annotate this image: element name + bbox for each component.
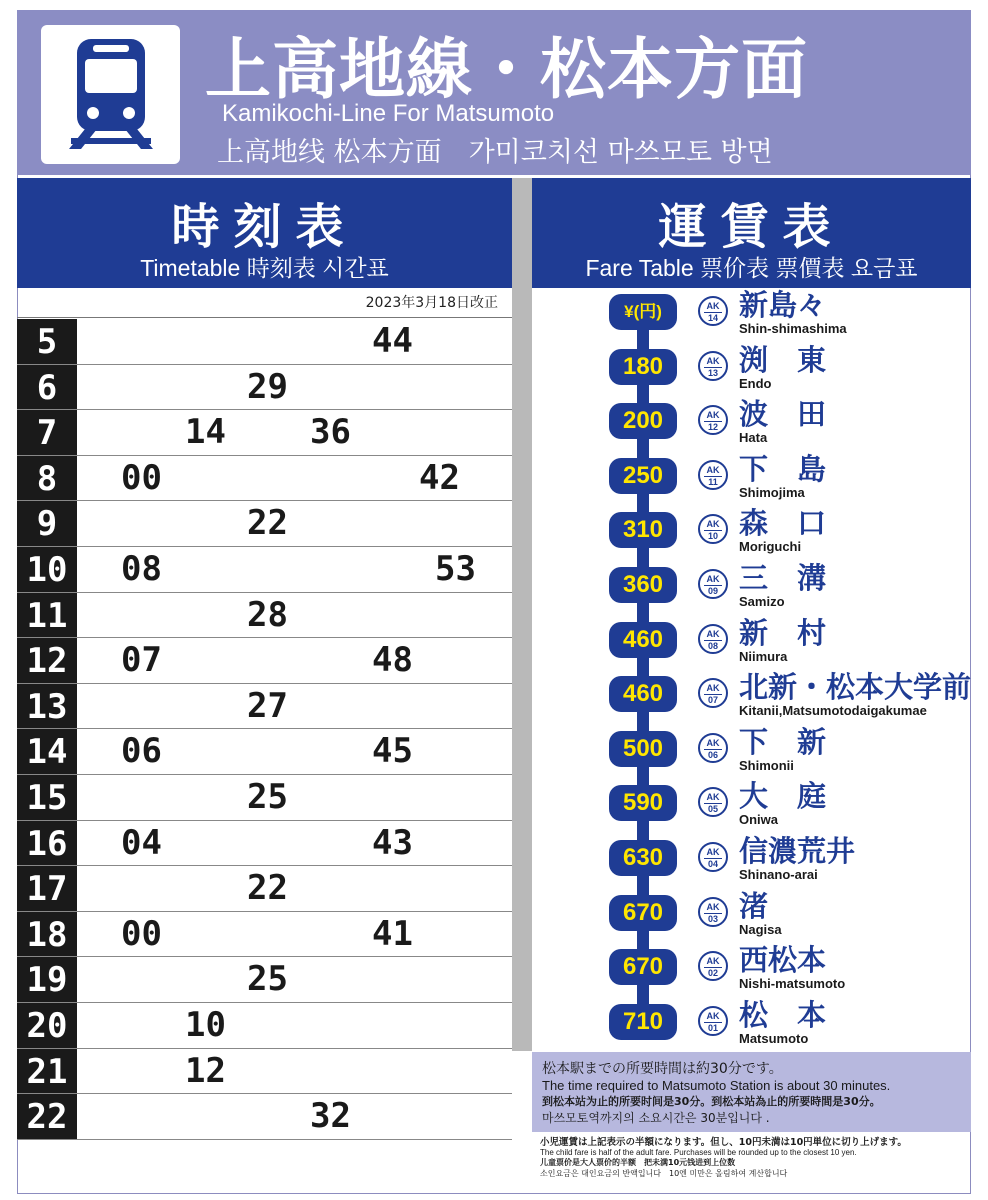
station-name: 波 田	[739, 397, 827, 432]
timetable-header	[17, 178, 512, 288]
timetable-row	[17, 866, 512, 912]
departure-minute: 45	[372, 731, 413, 772]
train-icon	[41, 25, 180, 164]
station-line-code: AK	[706, 901, 720, 912]
station-romaji: Kitanii,Matsumotodaigakumae	[739, 703, 927, 719]
station-line-code: AK	[706, 410, 720, 421]
station-number-badge	[698, 569, 728, 599]
station-line-code: AK	[706, 301, 720, 311]
page-title-multilingual: 上高地线 松本方面 가미코치선 마쓰모토 방면	[217, 137, 773, 168]
travel-time-zh: 到松本站为止的所要时间是30分。到松本站為止的所要時間是30分。	[542, 1095, 881, 1108]
fare-value: 590	[609, 785, 677, 821]
hour-cell: 7	[17, 410, 77, 455]
station-line-code: AK	[706, 683, 720, 694]
station-number: 12	[704, 421, 722, 433]
timetable-subtitle: Timetable 時刻表 시간표	[140, 255, 389, 281]
station-number: 07	[704, 694, 722, 706]
station-number: 06	[704, 749, 722, 761]
departure-minute: 22	[247, 868, 288, 909]
hour-cell: 14	[17, 729, 77, 774]
hour-cell: 6	[17, 365, 77, 410]
page-title: 上高地線・松本方面	[205, 31, 808, 108]
timetable-row	[17, 1049, 512, 1095]
timetable-row	[17, 821, 512, 867]
departure-minute: 41	[372, 913, 413, 954]
departure-minute: 53	[435, 549, 476, 589]
station-line-code: AK	[706, 574, 720, 584]
timetable-row	[17, 957, 512, 1003]
fare-table-title: 運賃表	[658, 199, 845, 255]
hour-cell: 17	[17, 866, 77, 911]
hour-cell: 21	[17, 1049, 77, 1094]
hour-cell: 9	[17, 501, 77, 546]
station-romaji: Shin-shimashima	[739, 321, 847, 336]
station-line-code: AK	[706, 628, 720, 639]
departure-minute: 44	[372, 321, 413, 361]
station-name: 新島々	[739, 288, 827, 322]
station-name: 西松本	[739, 943, 827, 978]
station-number: 10	[704, 530, 722, 542]
timetable-row	[17, 912, 512, 958]
timetable-row	[17, 1003, 512, 1049]
station-number-badge	[698, 624, 728, 654]
departure-minute: 29	[247, 366, 288, 407]
departure-minute: 12	[185, 1050, 226, 1091]
timetable-row	[17, 410, 512, 456]
station-name: 下 新	[739, 724, 827, 759]
departure-minute: 42	[419, 457, 460, 498]
station-name: 松 本	[739, 997, 827, 1032]
timetable-row	[17, 684, 512, 730]
station-line-code: AK	[706, 737, 720, 748]
fare-table-subtitle: Fare Table 票价表 票價表 요금표	[585, 255, 918, 281]
departure-minute: 27	[247, 685, 288, 726]
departure-minute: 14	[185, 412, 226, 453]
hour-cell: 20	[17, 1003, 77, 1048]
fare-value: 670	[609, 949, 677, 985]
station-name: 北新・松本大学前	[739, 670, 972, 705]
departure-minute: 08	[121, 549, 162, 589]
station-romaji: Niimura	[739, 648, 788, 664]
hour-cell: 18	[17, 912, 77, 957]
hour-cell: 19	[17, 957, 77, 1002]
fare-value: 710	[609, 1004, 677, 1040]
departure-minute: 07	[121, 640, 162, 681]
fare-value: 250	[609, 458, 677, 494]
station-number-badge	[698, 678, 728, 708]
station-line-code: AK	[706, 792, 720, 803]
column-divider	[512, 178, 532, 1051]
station-romaji: Samizo	[739, 594, 785, 609]
timetable-title: 時刻表	[171, 199, 358, 255]
station-number-badge	[698, 897, 728, 927]
travel-time-ja: 松本駅までの所要時間は約30分です。	[542, 1061, 783, 1077]
station-name: 新 村	[739, 615, 827, 650]
timetable-row	[17, 365, 512, 411]
station-romaji: Shimonii	[739, 757, 794, 773]
station-number-badge	[698, 460, 728, 490]
station-line-code: AK	[706, 956, 720, 967]
fare-table-header	[532, 178, 971, 288]
departure-minute: 04	[121, 822, 162, 863]
child-fare-ko: 소인요금은 대인요금의 반액입니다 10엔 미만은 올림하여 계산합니다	[540, 1169, 788, 1178]
timetable-row	[17, 729, 512, 775]
fare-value: 200	[609, 403, 677, 439]
timetable-row	[17, 593, 512, 639]
departure-minute: 10	[185, 1005, 226, 1045]
departure-minute: 36	[310, 412, 351, 453]
child-fare-zh: 儿童票价是大人票价的半额 把未满10元钱进到上位数	[540, 1158, 736, 1167]
station-number-badge	[698, 405, 728, 435]
station-romaji: Oniwa	[739, 812, 779, 828]
child-fare-en: The child fare is half of the adult fare. Purchases will be rounded up to the closest 10 yen.	[540, 1148, 857, 1157]
departure-minute: 06	[121, 731, 162, 772]
station-line-code: AK	[706, 519, 720, 530]
station-number: 05	[704, 803, 722, 815]
fare-value: 500	[609, 731, 677, 767]
fare-value: 460	[609, 676, 677, 712]
station-name: 大 庭	[739, 779, 827, 814]
station-romaji: Endo	[739, 375, 772, 391]
station-number-badge	[698, 951, 728, 981]
departure-minute: 00	[121, 913, 162, 954]
hour-cell: 13	[17, 684, 77, 729]
station-line-code: AK	[706, 355, 720, 366]
station-romaji: Nishi-matsumoto	[739, 976, 846, 992]
hour-cell: 11	[17, 593, 77, 638]
child-fare-ja: 小児運賃は上記表示の半額になります。但し、10円未満は10円単位に切り上げます。	[540, 1137, 907, 1148]
departure-minute: 32	[310, 1096, 351, 1137]
station-romaji: Matsumoto	[739, 1030, 809, 1046]
departure-minute: 48	[372, 640, 413, 681]
hour-cell: 16	[17, 821, 77, 866]
departure-minute: 00	[121, 457, 162, 498]
fare-value: 630	[609, 840, 677, 876]
timetable-row	[17, 775, 512, 821]
station-line-code: AK	[706, 1010, 720, 1021]
station-romaji: Shinano-arai	[739, 867, 818, 882]
station-name: 下 島	[739, 451, 827, 486]
station-number: 08	[704, 640, 722, 652]
departure-minute: 25	[247, 959, 288, 1000]
hour-cell: 22	[17, 1094, 77, 1139]
station-number: 01	[704, 1022, 722, 1034]
fare-value: 670	[609, 895, 677, 931]
station-number-badge	[698, 351, 728, 381]
fare-value: 180	[609, 349, 677, 385]
station-number: 11	[704, 476, 722, 488]
fare-value: 310	[609, 512, 677, 548]
station-number: 13	[704, 367, 722, 379]
station-line-code: AK	[706, 847, 720, 857]
fare-value: 460	[609, 622, 677, 658]
station-name: 信濃荒井	[739, 834, 856, 868]
station-number: 14	[704, 312, 722, 324]
travel-time-note	[532, 1052, 971, 1132]
station-number: 03	[704, 913, 722, 925]
hour-cell: 5	[17, 319, 77, 364]
timetable-row	[17, 456, 512, 502]
station-romaji: Nagisa	[739, 921, 782, 937]
timetable-row	[17, 547, 512, 593]
travel-time-ko: 마쓰모토역까지의 소요시간은 30분입니다 .	[542, 1111, 770, 1125]
hour-cell: 12	[17, 638, 77, 683]
departure-minute: 28	[247, 594, 288, 635]
page-title-english: Kamikochi-Line For Matsumoto	[222, 100, 555, 127]
child-fare-note	[540, 1134, 965, 1179]
station-name: 三 溝	[739, 561, 827, 595]
timetable-row	[17, 501, 512, 547]
timetable-row	[17, 319, 512, 365]
hour-cell: 8	[17, 456, 77, 501]
station-number-badge	[698, 733, 728, 763]
station-number-badge	[698, 296, 728, 326]
station-number: 04	[704, 858, 722, 870]
departure-minute: 43	[372, 822, 413, 863]
station-number-badge	[698, 842, 728, 872]
timetable-row	[17, 638, 512, 684]
departure-minute: 22	[247, 503, 288, 544]
station-number: 09	[704, 585, 722, 597]
station-line-code: AK	[706, 464, 720, 475]
departure-minute: 25	[247, 777, 288, 817]
travel-time-en: The time required to Matsumoto Station is about 30 minutes.	[542, 1078, 891, 1093]
station-romaji: Moriguchi	[739, 539, 802, 555]
hour-cell: 15	[17, 775, 77, 820]
station-name: 渚	[739, 888, 769, 923]
fare-unit-label: ¥(円)	[609, 294, 677, 330]
train-logo	[41, 25, 180, 164]
fare-value: 360	[609, 567, 677, 603]
station-romaji: Hata	[739, 430, 768, 446]
station-name: 渕 東	[739, 342, 827, 377]
station-romaji: Shimojima	[739, 484, 805, 500]
station-number: 02	[704, 967, 722, 979]
station-name: 森 口	[739, 506, 827, 541]
revision-date: 2023年3月18日改正	[17, 288, 512, 318]
station-number-badge	[698, 1006, 728, 1036]
timetable-row	[17, 1094, 512, 1140]
hour-cell: 10	[17, 547, 77, 592]
